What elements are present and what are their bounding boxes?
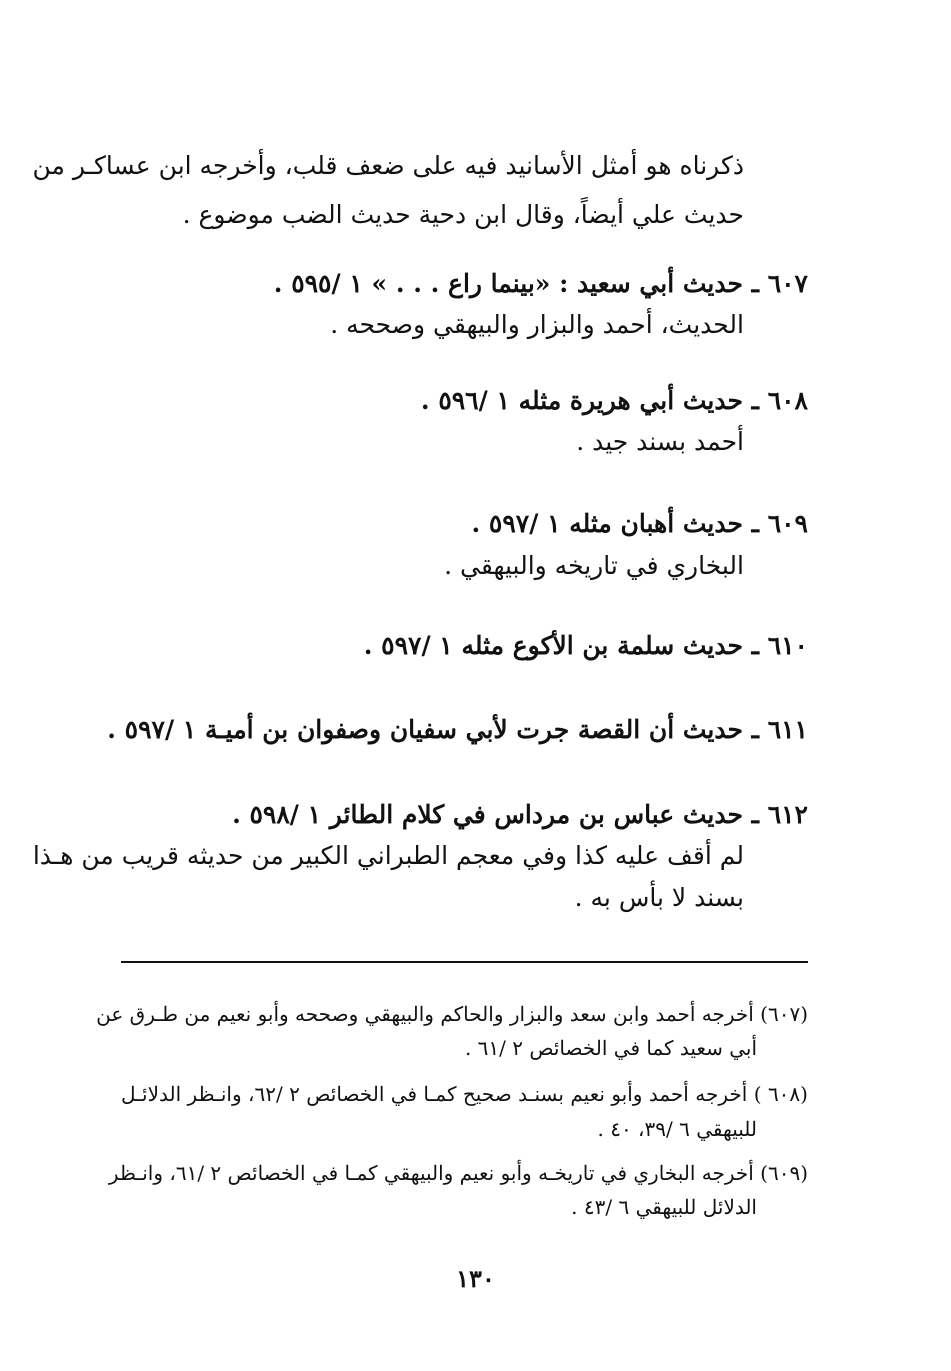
entry-text-609: البخاري في تاريخه والبيهقي . bbox=[444, 551, 744, 580]
entry-text-612-line-1: لم أقف عليه كذا وفي معجم الطبراني الكبير من حديثه قريب من هـذا bbox=[32, 841, 744, 870]
footnote-608-line-1: (٦٠٨ ) أخرجه أحمد وأبو نعيم بسنـد صحيح كمـا في الخصائص ٢ /٦٢، وانـظر الدلائـل bbox=[121, 1082, 808, 1106]
page-number: ١٣٠ bbox=[456, 1264, 495, 1293]
entry-heading-607: ٦٠٧ ـ حديث أبي سعيد : «بينما راع . . . » ١ /٥٩٥ . bbox=[273, 269, 808, 298]
entry-heading-608: ٦٠٨ ـ حديث أبي هريرة مثله ١ /٥٩٦ . bbox=[420, 386, 808, 415]
footnote-divider bbox=[121, 961, 808, 963]
entry-heading-609: ٦٠٩ ـ حديث أهبان مثله ١ /٥٩٧ . bbox=[471, 509, 808, 538]
footnote-608-line-2: للبيهقي ٦ /٣٩، ٤٠ . bbox=[597, 1117, 757, 1141]
entry-heading-610: ٦١٠ ـ حديث سلمة بن الأكوع مثله ١ /٥٩٧ . bbox=[363, 631, 808, 660]
entry-text-612-line-2: بسند لا بأس به . bbox=[574, 883, 744, 912]
footnote-609-line-1: (٦٠٩) أخرجه البخاري في تاريخـه وأبو نعيم والبيهقي كمـا في الخصائص ٢ /٦١، وانـظر bbox=[108, 1161, 808, 1185]
footnote-609-line-2: الدلائل للبيهقي ٦ /٤٣ . bbox=[571, 1195, 757, 1219]
entry-heading-611: ٦١١ ـ حديث أن القصة جرت لأبي سفيان وصفوان بن أميـة ١ /٥٩٧ . bbox=[107, 715, 808, 744]
entry-text-608: أحمد بسند جيد . bbox=[576, 427, 744, 456]
intro-line-1: ذكرناه هو أمثل الأسانيد فيه على ضعف قلب، وأخرجه ابن عساكـر من bbox=[32, 151, 744, 180]
footnote-607-line-1: (٦٠٧) أخرجه أحمد وابن سعد والبزار والحاكم والبيهقي وصححه وأبو نعيم من طـرق عن bbox=[96, 1002, 808, 1026]
entry-heading-612: ٦١٢ ـ حديث عباس بن مرداس في كلام الطائر ١ /٥٩٨ . bbox=[232, 800, 808, 829]
footnote-607-line-2: أبي سعيد كما في الخصائص ٢ /٦١ . bbox=[464, 1036, 757, 1060]
intro-line-2: حديث علي أيضاً، وقال ابن دحية حديث الضب موضوع . bbox=[182, 200, 744, 229]
entry-text-607: الحديث، أحمد والبزار والبيهقي وصححه . bbox=[330, 310, 744, 339]
